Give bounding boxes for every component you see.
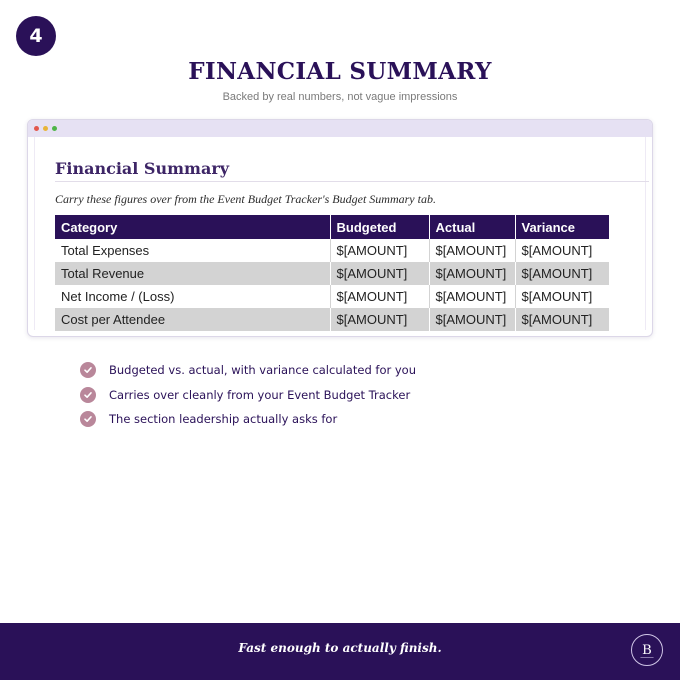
cell-actual: $[AMOUNT]	[429, 262, 515, 285]
document-page	[34, 137, 646, 330]
feature-text: Carries over cleanly from your Event Budget Tracker	[109, 387, 411, 402]
section-divider	[55, 181, 649, 182]
step-number-badge: 4	[16, 16, 56, 56]
feature-text: Budgeted vs. actual, with variance calculated for you	[109, 363, 416, 378]
feature-text: The section leadership actually asks for	[109, 412, 338, 427]
cell-category: Total Expenses	[55, 239, 330, 262]
list-item	[80, 407, 416, 432]
footer-tagline: Fast enough to actually finish.	[238, 641, 442, 655]
column-header-actual: Actual	[429, 215, 515, 239]
close-dot-icon[interactable]	[34, 126, 39, 131]
cell-actual: $[AMOUNT]	[429, 239, 515, 262]
table-row	[55, 308, 609, 331]
cell-variance: $[AMOUNT]	[515, 285, 609, 308]
cell-category: Total Revenue	[55, 262, 330, 285]
check-circle-icon	[80, 411, 96, 427]
column-header-category: Category	[55, 215, 330, 239]
brand-logo-letter: B	[642, 642, 652, 658]
cell-budgeted: $[AMOUNT]	[330, 239, 429, 262]
list-item	[80, 358, 416, 383]
document-preview-window	[27, 119, 653, 337]
column-header-variance: Variance	[515, 215, 609, 239]
section-heading: Financial Summary	[55, 159, 230, 178]
table-row	[55, 239, 609, 262]
table-row	[55, 285, 609, 308]
cell-variance: $[AMOUNT]	[515, 262, 609, 285]
cell-category: Cost per Attendee	[55, 308, 330, 331]
section-instruction-note: Carry these figures over from the Event Budget Tracker's Budget Summary tab.	[55, 192, 436, 206]
cell-budgeted: $[AMOUNT]	[330, 308, 429, 331]
brand-logo-mark	[632, 634, 662, 666]
table-row	[55, 262, 609, 285]
list-item	[80, 383, 416, 408]
brand-logo	[631, 634, 663, 666]
financial-summary-table	[55, 215, 609, 331]
cell-variance: $[AMOUNT]	[515, 239, 609, 262]
page-title: FINANCIAL SUMMARY	[188, 58, 492, 85]
table-header-row	[55, 215, 609, 239]
window-title-bar	[28, 120, 652, 137]
page-subtitle: Backed by real numbers, not vague impressions	[222, 91, 458, 103]
cell-actual: $[AMOUNT]	[429, 285, 515, 308]
footer-banner	[0, 623, 680, 680]
column-header-budgeted: Budgeted	[330, 215, 429, 239]
feature-list	[80, 358, 416, 432]
maximize-dot-icon[interactable]	[52, 126, 57, 131]
minimize-dot-icon[interactable]	[43, 126, 48, 131]
check-circle-icon	[80, 387, 96, 403]
cell-actual: $[AMOUNT]	[429, 308, 515, 331]
check-circle-icon	[80, 362, 96, 378]
cell-category: Net Income / (Loss)	[55, 285, 330, 308]
cell-budgeted: $[AMOUNT]	[330, 262, 429, 285]
cell-budgeted: $[AMOUNT]	[330, 285, 429, 308]
cell-variance: $[AMOUNT]	[515, 308, 609, 331]
